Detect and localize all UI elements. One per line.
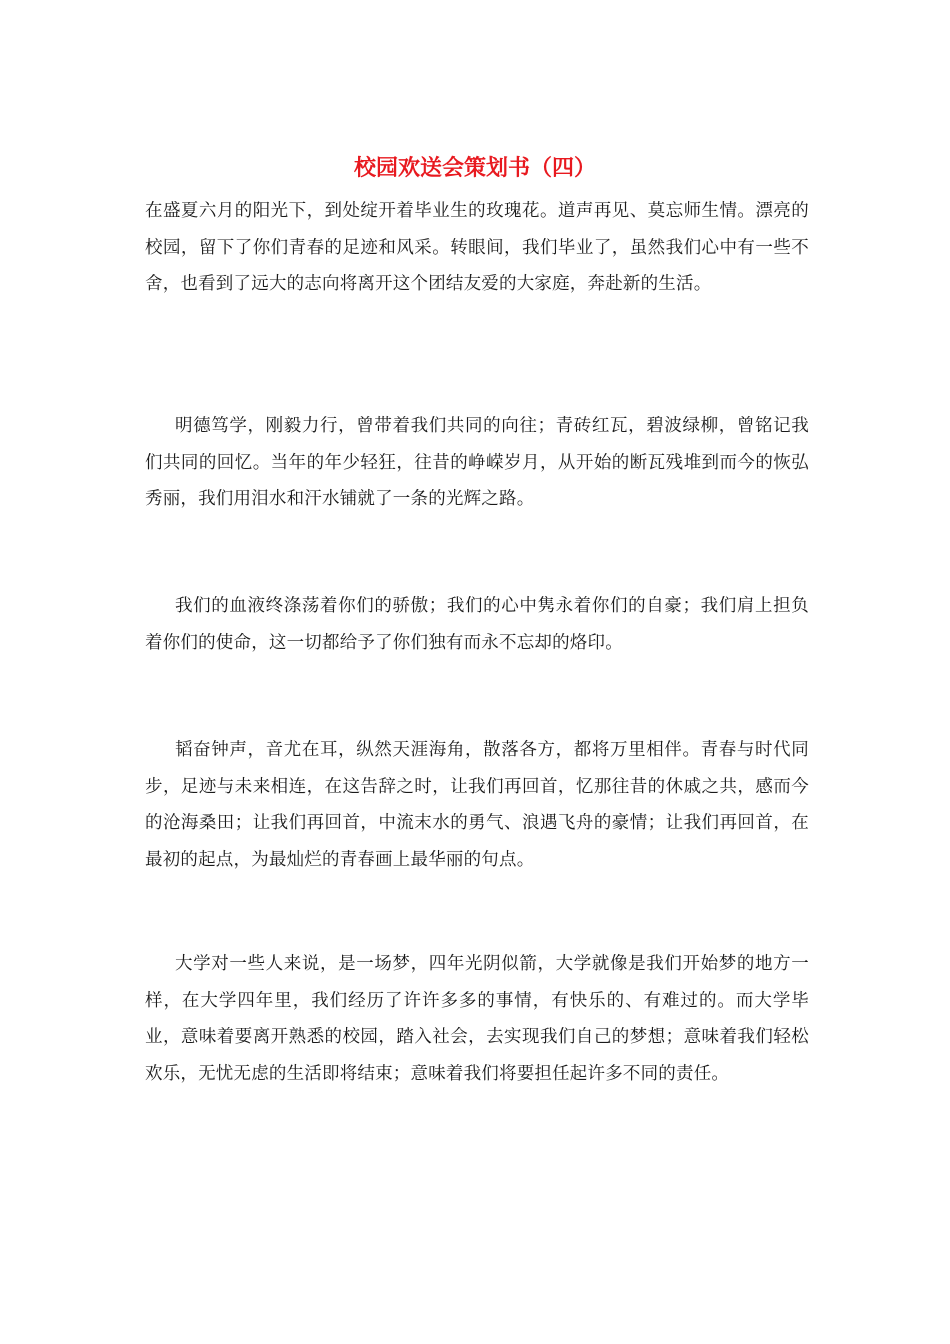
paragraph-2: 明德笃学，刚毅力行，曾带着我们共同的向往；青砖红瓦，碧波绿柳，曾铭记我们共同的回忆。当年的年少轻狂，往昔的峥嵘岁月，从开始的断瓦残堆到而今的恢弘秀丽，我们用泪水和汗水铺就了一条的光辉之路。 [145, 416, 809, 509]
paragraph-3: 我们的血液终涤荡着你们的骄傲；我们的心中隽永着你们的自豪；我们肩上担负着你们的使命，这一切都给予了你们独有而永不忘却的烙印。 [145, 596, 809, 653]
paragraph-5: 大学对一些人来说，是一场梦，四年光阴似箭，大学就像是我们开始梦的地方一样，在大学四年里，我们经历了许许多多的事情，有快乐的、有难过的。而大学毕业，意味着要离开熟悉的校园，踏入社会，去实现我们自己的梦想；意味着我们轻松欢乐，无忧无虑的生活即将结束；意味着我们将要担任起许多不同的责任。 [145, 954, 809, 1084]
paragraph-1: 在盛夏六月的阳光下，到处绽开着毕业生的玫瑰花。道声再见、莫忘师生情。漂亮的校园，留下了你们青春的足迹和风采。转眼间，我们毕业了，虽然我们心中有一些不舍，也看到了远大的志向将离开这个团结友爱的大家庭，奔赴新的生活。 [145, 201, 809, 294]
document-title: 校园欢送会策划书（四） [353, 155, 596, 181]
paragraph-4: 韬奋钟声，音尤在耳，纵然天涯海角，散落各方，都将万里相伴。青春与时代同步，足迹与未来相连，在这告辞之时，让我们再回首，忆那往昔的休戚之共，感而今的沧海桑田；让我们再回首，中流末水的勇气、浪遇飞舟的豪情；让我们再回首，在最初的起点，为最灿烂的青春画上最华丽的句点。 [145, 740, 809, 870]
